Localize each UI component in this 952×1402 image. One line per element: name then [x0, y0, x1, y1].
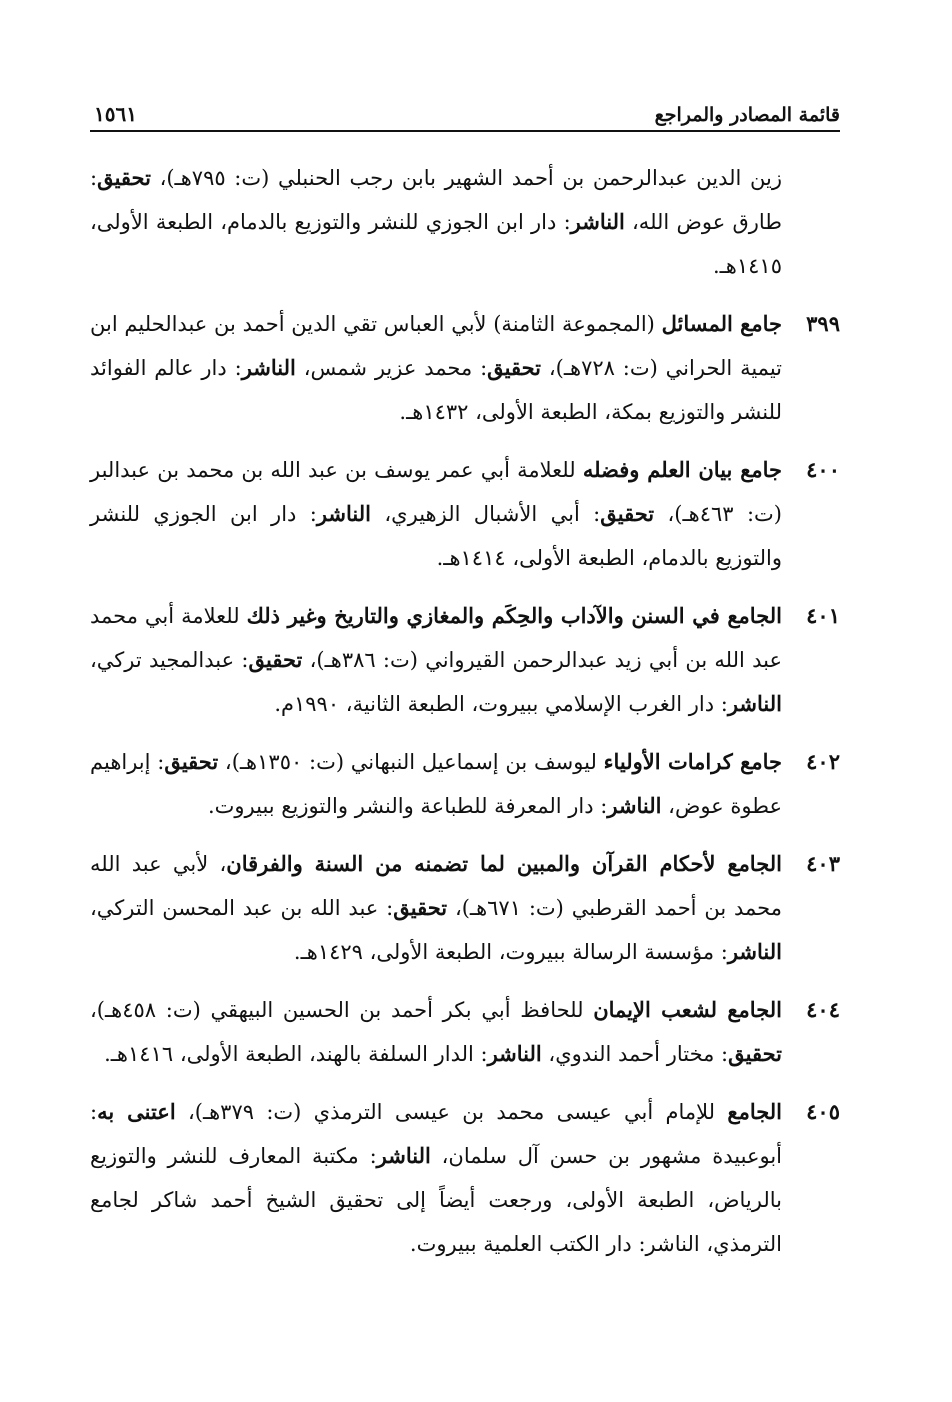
text: للإمام أبي عيسى محمد بن عيسى الترمذي (ت: ٣٧٩هـ)، [175, 1100, 728, 1124]
entry-title: جامع كرامات الأولياء [603, 749, 782, 774]
text: : إبراهيم عطوة عوض، [90, 750, 782, 818]
entry-text [90, 988, 782, 1076]
entry-text [90, 448, 782, 580]
text: : مكتبة المعارف للنشر والتوزيع بالرياض، الطبعة الأولى، ورجعت أيضاً إلى تحقيق الشيخ أحمد شاكر لجامع الترمذي، الناشر: دار الكتب العلمية ببيروت. [90, 1144, 782, 1256]
label-nashir: الناشر [376, 1143, 431, 1168]
text: زين الدين عبدالرحمن بن أحمد الشهير بابن رجب الحنبلي (ت: ٧٩٥هـ)، [150, 166, 782, 190]
running-title: قائمة المصادر والمراجع [654, 104, 840, 126]
reference-entry [90, 740, 840, 828]
text: : دار المعرفة للطباعة والنشر والتوزيع ببيروت. [207, 794, 608, 818]
entry-text [90, 740, 782, 828]
text: : أبوعبيدة مشهور بن حسن آل سلمان، [90, 1100, 782, 1168]
text: : عبدالمجيد تركي، [90, 648, 249, 672]
label-tahqiq: تحقيق [487, 355, 542, 380]
label-tahqiq: تحقيق [393, 895, 448, 920]
label-tahqiq: تحقيق [97, 165, 151, 190]
text: : أبي الأشبال الزهيري، [371, 502, 601, 526]
entry-number: ٤٠١ [806, 603, 840, 628]
entry-text [90, 1090, 782, 1266]
label-nashir: الناشر [570, 209, 625, 234]
header-rule [90, 130, 840, 132]
entry-number: ٤٠٣ [806, 851, 840, 876]
reference-entry [90, 1090, 840, 1266]
entry-number: ٤٠٥ [806, 1099, 840, 1124]
reference-entry [90, 842, 840, 974]
running-head [90, 96, 840, 126]
entry-number: ٤٠٠ [806, 457, 840, 482]
text: : دار عالم الفوائد للنشر والتوزيع بمكة، الطبعة الأولى، ١٤٣٢هـ. [90, 356, 782, 424]
entry-number: ٣٩٩ [806, 311, 840, 336]
text: : مختار أحمد الندوي، [541, 1042, 729, 1066]
label-tahqiq: تحقيق [248, 647, 303, 672]
text: : طارق عوض الله، [90, 166, 782, 234]
label-tahqiq: تحقيق [600, 501, 655, 526]
label-nashir: الناشر [727, 939, 782, 964]
continuation-text [90, 156, 840, 288]
text: للعلامة أبي محمد عبد الله بن أبي زيد عبدالرحمن القيرواني (ت: ٣٨٦هـ)، [90, 604, 782, 672]
entry-text [90, 842, 782, 974]
label-nashir: الناشر [607, 793, 662, 818]
text: للعلامة أبي عمر يوسف بن عبد الله بن محمد بن عبدالبر (ت: ٤٦٣هـ)، [90, 458, 782, 526]
reference-list [90, 156, 840, 1266]
page-number: ١٥٦١ [94, 102, 137, 126]
text: : دار ابن الجوزي للنشر والتوزيع بالدمام، الطبعة الأولى، ١٤١٤هـ. [90, 502, 782, 570]
entry-title: الجامع لشعب الإيمان [593, 997, 782, 1022]
entry-text [90, 594, 782, 726]
label-nashir: الناشر [487, 1041, 542, 1066]
label-tahqiq: تحقيق [164, 749, 219, 774]
reference-entry [90, 448, 840, 580]
text: : محمد عزير شمس، [295, 356, 488, 380]
entry-number: ٤٠٤ [806, 997, 840, 1022]
text: ، لأبي عبد الله محمد بن أحمد القرطبي (ت: ٦٧١هـ)، [90, 852, 782, 920]
label-tahqiq: تحقيق [728, 1041, 782, 1066]
label-nashir: الناشر [316, 501, 371, 526]
reference-entry [90, 594, 840, 726]
text: : الدار السلفة بالهند، الطبعة الأولى، ١٤١٦هـ. [104, 1042, 488, 1066]
text: : دار الغرب الإسلامي ببيروت، الطبعة الثانية، ١٩٩٠م. [274, 692, 728, 716]
entry-title: الجامع لأحكام القرآن والمبين لما تضمنه من السنة والفرقان [226, 851, 782, 876]
entry-text [90, 302, 782, 434]
entry-title: جامع المسائل [661, 311, 782, 336]
text: : عبد الله بن عبد المحسن التركي، [90, 896, 394, 920]
label-nashir: الناشر [241, 355, 296, 380]
text: ليوسف بن إسماعيل النبهاني (ت: ١٣٥٠هـ)، [218, 750, 604, 774]
text: : دار ابن الجوزي للنشر والتوزيع بالدمام، الطبعة الأولى، ١٤١٥هـ. [90, 210, 782, 278]
text: : مؤسسة الرسالة ببيروت، الطبعة الأولى، ١٤٢٩هـ. [293, 940, 728, 964]
label-nashir: الناشر [727, 691, 782, 716]
entry-number: ٤٠٢ [806, 749, 840, 774]
entry-title: جامع بيان العلم وفضله [582, 457, 782, 482]
entry-title: الجامع في السنن والآداب والحِكَم والمغازي والتاريخ وغير ذلك [246, 603, 782, 628]
text: للحافظ أبي بكر أحمد بن الحسين البيهقي (ت: ٤٥٨هـ)، [90, 998, 594, 1022]
text: (المجموعة الثامنة) لأبي العباس تقي الدين أحمد بن عبدالحليم ابن تيمية الحراني (ت: ٧٢٨هـ)، [90, 312, 782, 380]
reference-entry [90, 302, 840, 434]
page [90, 96, 840, 1280]
entry-title: الجامع [727, 1099, 783, 1124]
reference-entry [90, 988, 840, 1076]
label-i-tana: اعتنى به [97, 1099, 176, 1124]
